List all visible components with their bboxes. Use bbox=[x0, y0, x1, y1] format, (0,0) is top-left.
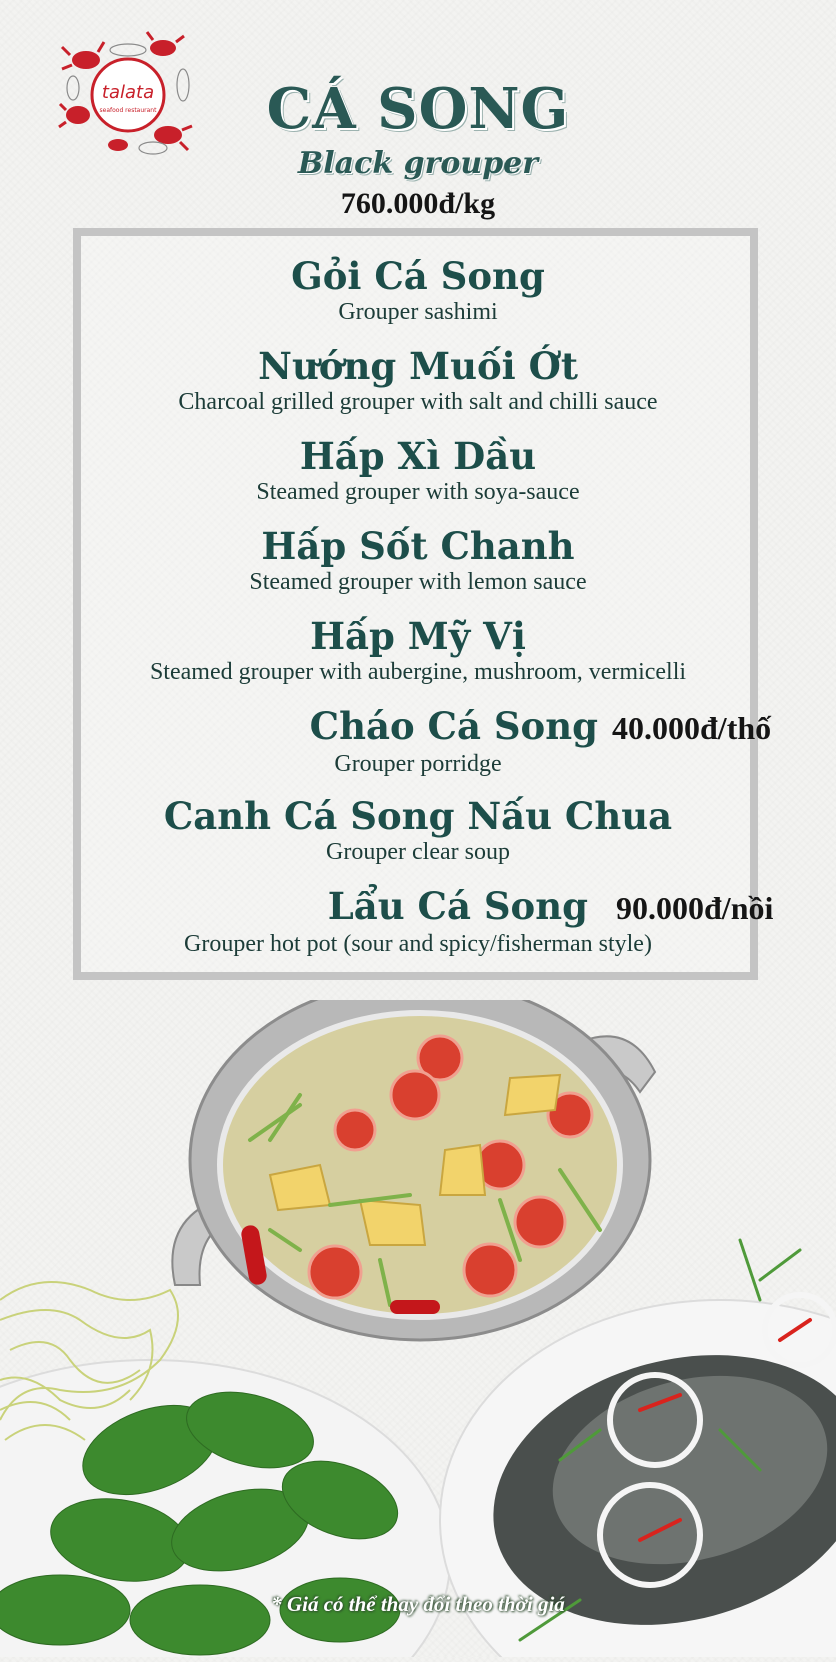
dish-row bbox=[0, 704, 836, 750]
dish-name-vn: Hấp Xì Dầu bbox=[299, 434, 537, 478]
logo-name: talata bbox=[101, 82, 155, 103]
menu-item bbox=[0, 704, 836, 778]
menu-item bbox=[0, 254, 836, 326]
menu-item bbox=[0, 434, 836, 506]
dish-price: 90.000đ/nồi bbox=[616, 890, 774, 926]
dish-name-en: Grouper clear soup bbox=[326, 839, 510, 865]
dish-name-en: Grouper sashimi bbox=[338, 299, 498, 325]
dish-price: 40.000đ/thố bbox=[612, 710, 772, 746]
dish-name-vn: Nướng Muối Ớt bbox=[258, 344, 578, 388]
page-subtitle: Black grouper bbox=[297, 146, 539, 181]
dish-name-vn: Cháo Cá Song bbox=[309, 704, 598, 748]
dish-name-en: Charcoal grilled grouper with salt and chilli sauce bbox=[178, 389, 658, 415]
hotpot-photo bbox=[0, 1000, 836, 1657]
dish-name-en: Steamed grouper with lemon sauce bbox=[249, 569, 587, 595]
dish-name-vn: Hấp Sốt Chanh bbox=[261, 524, 575, 568]
dish-name-en: Grouper porridge bbox=[334, 751, 502, 777]
logo-tagline: seafood restaurant bbox=[99, 107, 157, 114]
dish-name-en: Steamed grouper with soya-sauce bbox=[256, 479, 580, 505]
dish-name-vn: Lẩu Cá Song bbox=[327, 884, 588, 928]
page-title: CÁ SONG bbox=[266, 76, 570, 142]
dish-name-en: Grouper hot pot (sour and spicy/fisherman style) bbox=[184, 931, 652, 957]
dish-name-vn: Gỏi Cá Song bbox=[291, 254, 545, 298]
menu-item bbox=[0, 344, 836, 416]
menu-frame bbox=[73, 228, 758, 980]
price-per-kg: 760.000đ/kg bbox=[340, 187, 496, 220]
menu-item bbox=[0, 614, 836, 686]
menu-item bbox=[0, 794, 836, 866]
dish-name-en: Steamed grouper with aubergine, mushroom, vermicelli bbox=[149, 659, 687, 685]
dish-row bbox=[0, 884, 836, 930]
menu-item bbox=[0, 884, 836, 958]
price-note: * Giá có thể thay đổi theo thời giá bbox=[271, 1592, 565, 1616]
menu-item bbox=[0, 524, 836, 596]
dish-name-vn: Hấp Mỹ Vị bbox=[310, 614, 526, 658]
dish-name-vn: Canh Cá Song Nấu Chua bbox=[163, 794, 673, 838]
